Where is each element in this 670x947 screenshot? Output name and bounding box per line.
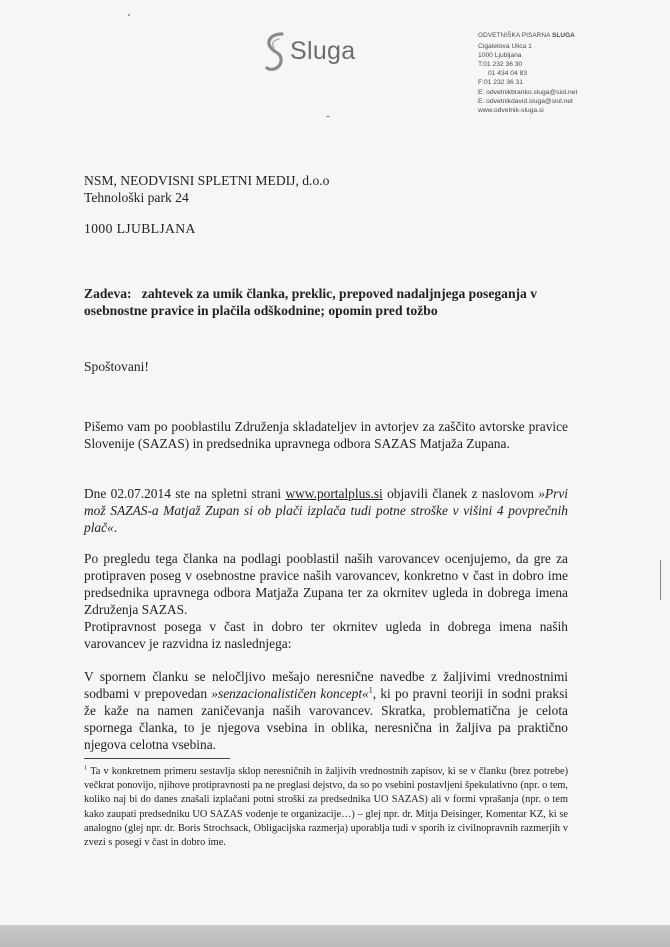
paragraph-3: Po pregledu tega članka na podlagi pooblastil naših varovancev ocenjujemo, da gre za protipraven poseg v osebnostne pravice naših varovancev, konkretno v čast in dobro ime predsednika upravnega odbora Matjaža Zupana ter za okrnitev ugleda in dobrega imena Združenja SAZAS. — [84, 551, 568, 617]
recipient-street: Tehnološki park 24 — [84, 190, 189, 205]
footnote-mark: 1 — [84, 764, 88, 772]
paragraph-2 — [84, 485, 568, 536]
firm-logo — [262, 30, 382, 74]
recipient-block — [84, 172, 329, 206]
firm-name-prefix: ODVETNIŠKA PISARNA — [478, 32, 552, 39]
footnote-divider — [84, 758, 230, 759]
footnote-text: Ta v konkretnem primeru sestavlja sklop neresničnih in žaljivih vrednostnih zapisov, ki se v članku (brez potrebe) večkrat ponovijo, njihove protipravnosti pa ne preglasi dejstvo, da so po vsebini postavljeni špekulativno (npr. o tem, koliko naj bi do danes znašali izplačani potni stroški za predsednika UO SAZAS) ali v formi vprašanja (npr. o tem kako zaupati predsedniku UO SAZAS vodenje te organizacije…) – glej npr. dr. Mitja Deisinger, Komentar KZ, ki se analogno (glej npr. dr. Boris Strochsack, Obligacijska razmerja) uporablja tudi v sporih iz civilnopravnih razmerjih v zvezi s posegi v čast in dobro ime. — [84, 766, 568, 849]
firm-address: Cigaletova Ulica 1 — [478, 43, 532, 51]
paragraph-4: Protipravnost posega v čast in dobro ter okrnitev ugleda in dobrega imena naših varovancev je razvidna iz naslednjega: — [84, 619, 568, 651]
footnote — [84, 765, 568, 850]
firm-email2: E: odvetnikdavid.sluga@siol.net — [478, 97, 573, 105]
subject-text: zahtevek za umik članka, preklic, prepoved nadaljnjega poseganja v osebnostne pravice in plačila odškodnine; opomin pred tožbo — [84, 286, 538, 318]
paragraph-1: Pišemo vam po pooblastilu Združenja skladateljev in avtorjev za zaščito avtorske pravice Slovenije (SAZAS) in predsednika upravnega odbora SAZAS Matjaža Zupana. — [84, 419, 568, 451]
recipient-city: 1000 LJUBLJANA — [84, 221, 196, 236]
portalplus-link[interactable]: www.portalplus.si — [285, 486, 383, 501]
p2-intro: Dne 02.07.2014 ste na spletni strani — [84, 486, 286, 501]
s-swirl-icon — [262, 30, 288, 74]
p5-rest: , ki po pravni teoriji in sodni praksi že kaže na namen zaničevanja naših varovancev. Skratka, problematična je celota spornega članka, to je njegova vsebina in oblika, neresnična in žaljiva pa praktično njegova celotna vsebina. — [84, 686, 569, 752]
firm-tel1: T:01 232 36 30 — [478, 61, 523, 69]
firm-contact-block — [478, 31, 658, 115]
scan-speck — [326, 116, 330, 117]
firm-fax: F:01 232 36 31 — [478, 79, 523, 87]
logo-text: Sluga — [290, 37, 356, 65]
firm-web: www.odvetnik-sluga.si — [478, 106, 544, 114]
recipient-name: NSM, NEODVISNI SPLETNI MEDIJ, d.o.o — [84, 173, 330, 188]
scan-speck — [660, 560, 661, 600]
firm-city: 1000 Ljubljana — [478, 52, 522, 60]
firm-name — [478, 31, 658, 40]
greeting: Spoštovani! — [84, 359, 149, 374]
subject-line — [84, 285, 574, 319]
firm-name-bold: SLUGA — [552, 32, 575, 39]
paragraph-5 — [84, 668, 568, 753]
p5-intro: V spornem članku se neločljivo mešajo neresnične navedbe z žaljivimi vrednostnimi sodbami v prepovedan — [84, 669, 568, 701]
footnote-ref: 1 — [368, 685, 373, 695]
article-title: »Prvi mož SAZAS-a Matjaž Zupan si ob plači izplača tudi potne stroške v višini 4 povprečnih plač« — [84, 486, 568, 535]
p5-quote: »senzacionalističen koncept« — [211, 686, 369, 701]
scan-bottom-edge — [0, 925, 670, 947]
p2-middle: objavili članek z naslovom — [382, 486, 539, 501]
subject-label: Zadeva: — [84, 286, 132, 301]
firm-email1: E: odvetnikbranko.sluga@siol.net — [478, 88, 578, 96]
firm-tel2: 01 434 04 83 — [488, 70, 528, 78]
p2-end: . — [113, 520, 118, 535]
scan-speck — [128, 14, 130, 16]
